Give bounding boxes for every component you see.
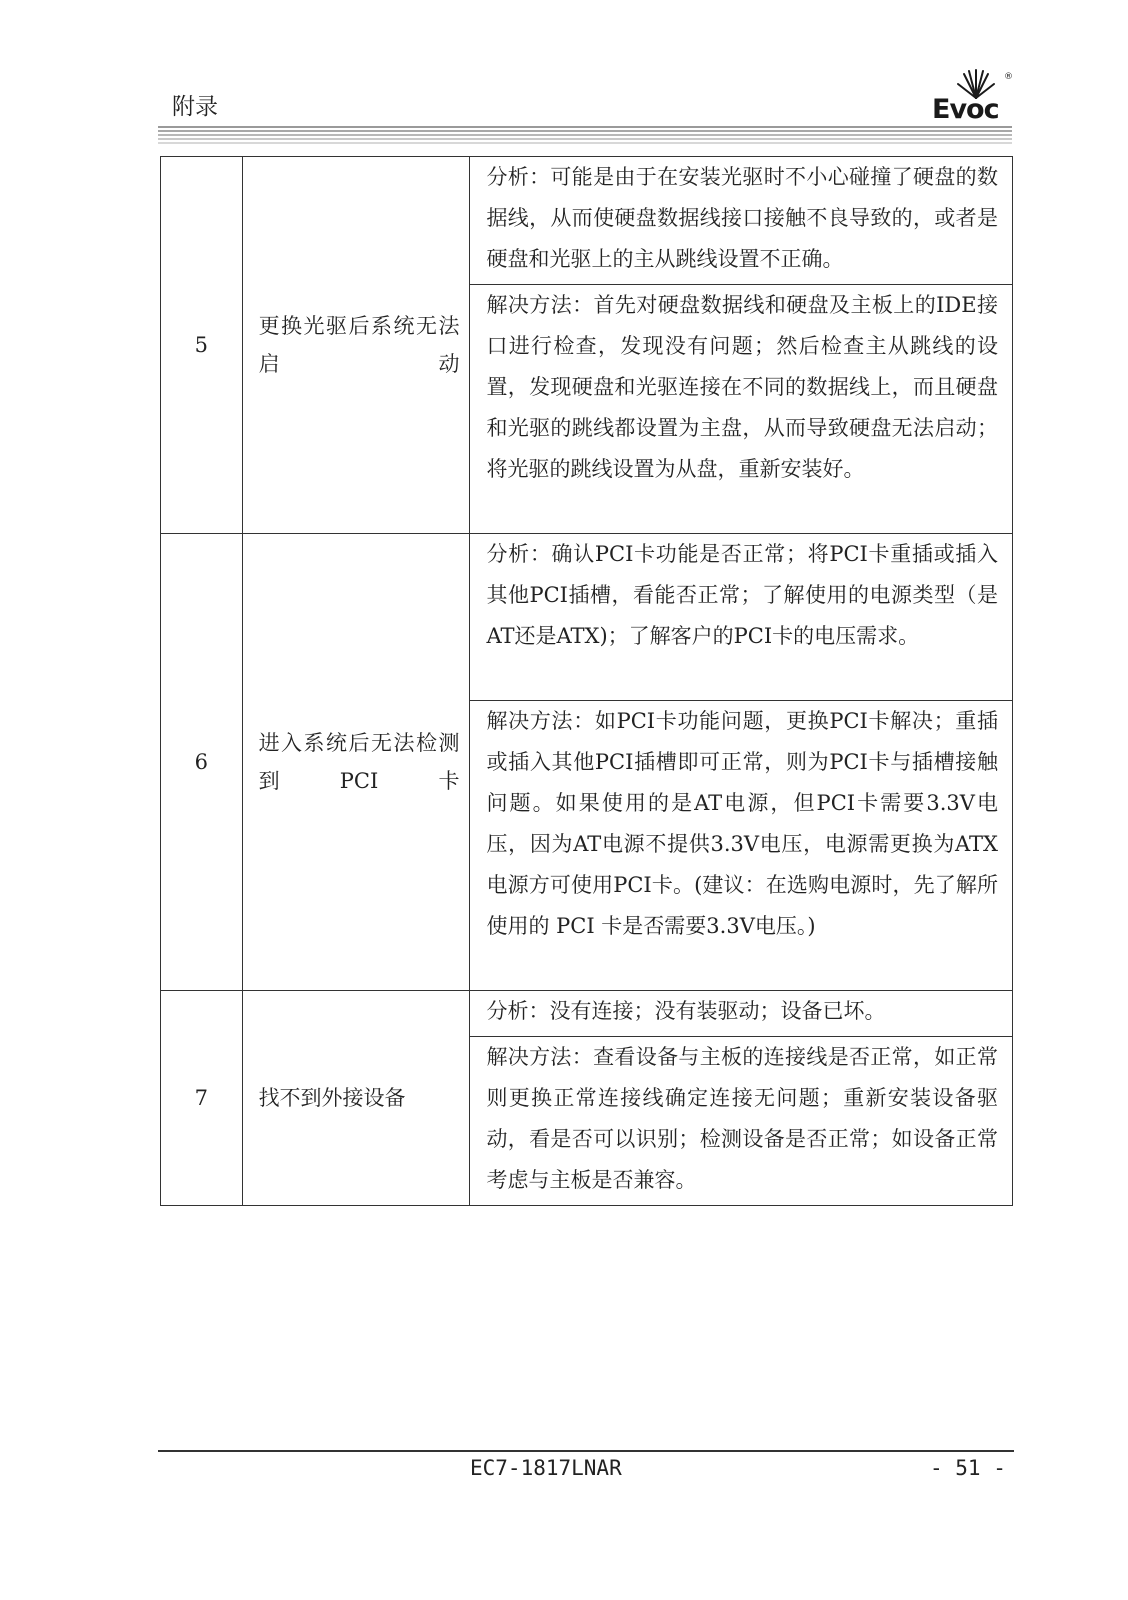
table-row xyxy=(161,534,1013,701)
section-title: 附录 xyxy=(172,94,218,120)
footer-rule xyxy=(158,1450,1014,1452)
troubleshooting-table xyxy=(160,156,1013,1206)
row-number: 7 xyxy=(161,991,243,1206)
table-row xyxy=(161,157,1013,285)
row-number: 6 xyxy=(161,534,243,991)
problem-cell: 更换光驱后系统无法启动 xyxy=(242,157,470,534)
row-number: 5 xyxy=(161,157,243,534)
model-number: EC7-1817LNAR xyxy=(470,1456,622,1480)
logo-wordmark: Evoc xyxy=(932,94,999,125)
solution-cell: 解决方法：如PCI卡功能问题，更换PCI卡解决；重插或插入其他PCI插槽即可正常，则为PCI卡与插槽接触问题。如果使用的是AT电源，但PCI卡需要3.3V电压，因为AT电源不提供3.3V电压，电源需更换为ATX电源方可使用PCI卡。(建议：在选购电源时，先了解所使用的 PCI 卡是否需要3.3V电压。) xyxy=(470,701,1013,991)
evoc-logo xyxy=(932,68,1012,124)
registered-mark: ® xyxy=(1004,72,1013,82)
header-rule xyxy=(158,126,1012,144)
analysis-cell: 分析：可能是由于在安装光驱时不小心碰撞了硬盘的数据线，从而使硬盘数据线接口接触不良导致的，或者是硬盘和光驱上的主从跳线设置不正确。 xyxy=(470,157,1013,285)
problem-cell: 进入系统后无法检测到PCI卡 xyxy=(242,534,470,991)
problem-cell: 找不到外接设备 xyxy=(242,991,470,1206)
page-number: - 51 - xyxy=(930,1456,1006,1480)
solution-cell: 解决方法：查看设备与主板的连接线是否正常，如正常则更换正常连接线确定连接无问题；重新安装设备驱动，看是否可以识别；检测设备是否正常；如设备正常考虑与主板是否兼容。 xyxy=(470,1037,1013,1206)
solution-cell: 解决方法：首先对硬盘数据线和硬盘及主板上的IDE接口进行检查，发现没有问题；然后检查主从跳线的设置，发现硬盘和光驱连接在不同的数据线上，而且硬盘和光驱的跳线都设置为主盘，从而导致硬盘无法启动；将光驱的跳线设置为从盘，重新安装好。 xyxy=(470,285,1013,534)
table-row xyxy=(161,991,1013,1037)
analysis-cell: 分析：确认PCI卡功能是否正常；将PCI卡重插或插入其他PCI插槽，看能否正常；了解使用的电源类型（是AT还是ATX)；了解客户的PCI卡的电压需求。 xyxy=(470,534,1013,701)
analysis-cell: 分析：没有连接；没有装驱动；设备已坏。 xyxy=(470,991,1013,1037)
